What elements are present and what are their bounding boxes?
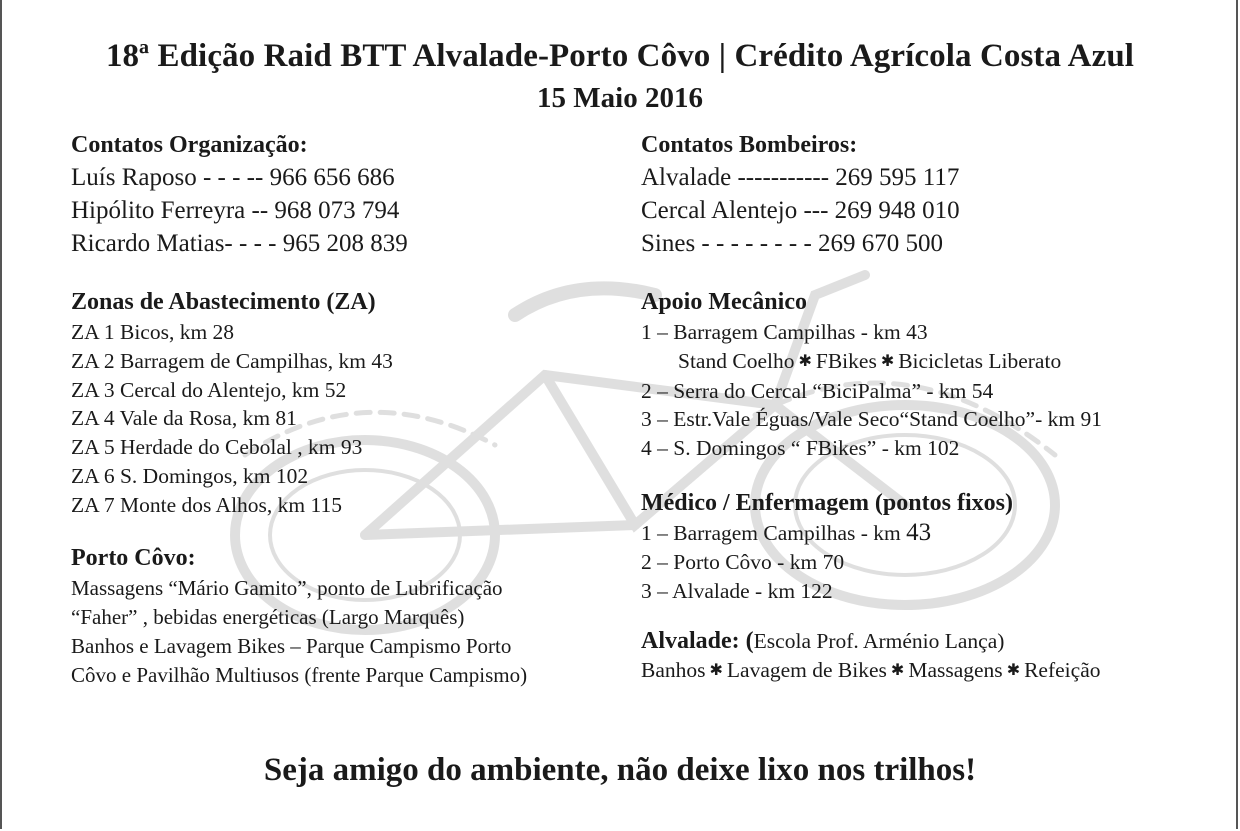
contact-line: Cercal Alentejo --- 269 948 010: [641, 197, 960, 224]
service-text: Banhos: [641, 658, 706, 683]
asterisk-icon: ✱: [798, 352, 812, 370]
abastecimento-title: Zonas de Abastecimento (ZA): [71, 289, 376, 315]
footer-message: Seja amigo do ambiente, não deixe lixo nos trilhos!: [263, 752, 977, 788]
medico-item: 2 – Porto Côvo - km 70: [641, 549, 845, 574]
porto-covo-line: Massagens “Mário Gamito”, ponto de Lubrificação: [71, 575, 503, 600]
contact-line: Hipólito Ferreyra -- 968 073 794: [71, 197, 400, 224]
za-item: ZA 1 Bicos, km 28: [71, 320, 235, 344]
contact-line: Alvalade ----------- 269 595 117: [641, 164, 960, 191]
contact-line: Sines - - - - - - - - 269 670 500: [641, 230, 944, 257]
medico-title: Médico / Enfermagem (pontos fixos): [641, 489, 1013, 516]
service-text: Lavagem de Bikes: [726, 658, 887, 683]
alvalade-paren: (: [739, 628, 754, 655]
apoio-sub-text: Stand Coelho: [678, 348, 795, 373]
event-title: 18ª Edição Raid BTT Alvalade-Porto Côvo | Crédito Agrícola Costa Azul: [105, 38, 1135, 74]
bombeiros-title: Contatos Bombeiros:: [641, 132, 858, 158]
asterisk-icon: ✱: [890, 662, 905, 680]
contact-line: Ricardo Matias- - - - 965 208 839: [71, 230, 408, 257]
contact-line: Luís Raposo - - - -- 966 656 686: [71, 164, 395, 191]
alvalade-detail: Escola Prof. Arménio Lança): [753, 629, 1005, 654]
apoio-sub-item: [641, 347, 1231, 377]
za-item: ZA 5 Herdade do Cebolal , km 93: [71, 435, 363, 460]
asterisk-icon: ✱: [709, 662, 723, 680]
organizacao-title: Contatos Organização:: [71, 132, 308, 158]
za-item: ZA 2 Barragem de Campilhas, km 43: [71, 348, 393, 373]
asterisk-icon: ✱: [880, 352, 895, 370]
service-text: Massagens: [908, 658, 1003, 683]
apoio-item: 3 – Estr.Vale Éguas/Vale Seco“Stand Coelho”- km 91: [641, 407, 1102, 432]
medico-item-km: 43: [906, 518, 932, 546]
medico-item: 3 – Alvalade - km 122: [641, 578, 833, 603]
left-column: [71, 129, 631, 690]
event-date: 15 Maio 2016: [537, 82, 703, 114]
porto-covo-title: Porto Côvo:: [71, 544, 196, 571]
asterisk-icon: ✱: [1006, 662, 1021, 680]
za-item: ZA 6 S. Domingos, km 102: [71, 463, 309, 488]
apoio-item: 2 – Serra do Cercal “BiciPalma” - km 54: [641, 378, 994, 403]
apoio-sub-text: FBikes: [815, 348, 877, 373]
apoio-sub-text: Bicicletas Liberato: [898, 348, 1062, 373]
apoio-mecanico-title: Apoio Mecânico: [641, 289, 807, 315]
porto-covo-line: Banhos e Lavagem Bikes – Parque Campismo Porto: [71, 633, 512, 658]
za-item: ZA 7 Monte dos Alhos, km 115: [71, 492, 342, 517]
za-item: ZA 4 Vale da Rosa, km 81: [71, 406, 297, 431]
porto-covo-line: “Faher” , bebidas energéticas (Largo Marquês): [71, 604, 465, 629]
medico-item: [641, 519, 1231, 548]
alvalade-title: Alvalade:: [641, 628, 740, 655]
za-item: ZA 3 Cercal do Alentejo, km 52: [71, 377, 347, 402]
alvalade-heading: [641, 627, 1231, 656]
medico-item-text: 1 – Barragem Campilhas - km: [641, 520, 907, 545]
alvalade-services: [641, 656, 1231, 686]
porto-covo-line: Côvo e Pavilhão Multiusos (frente Parque Campismo): [71, 662, 528, 687]
right-column: [641, 129, 1231, 686]
service-text: Refeição: [1024, 658, 1101, 683]
apoio-item: 4 – S. Domingos “ FBikes” - km 102: [641, 436, 960, 461]
apoio-item: 1 – Barragem Campilhas - km 43: [641, 320, 928, 344]
